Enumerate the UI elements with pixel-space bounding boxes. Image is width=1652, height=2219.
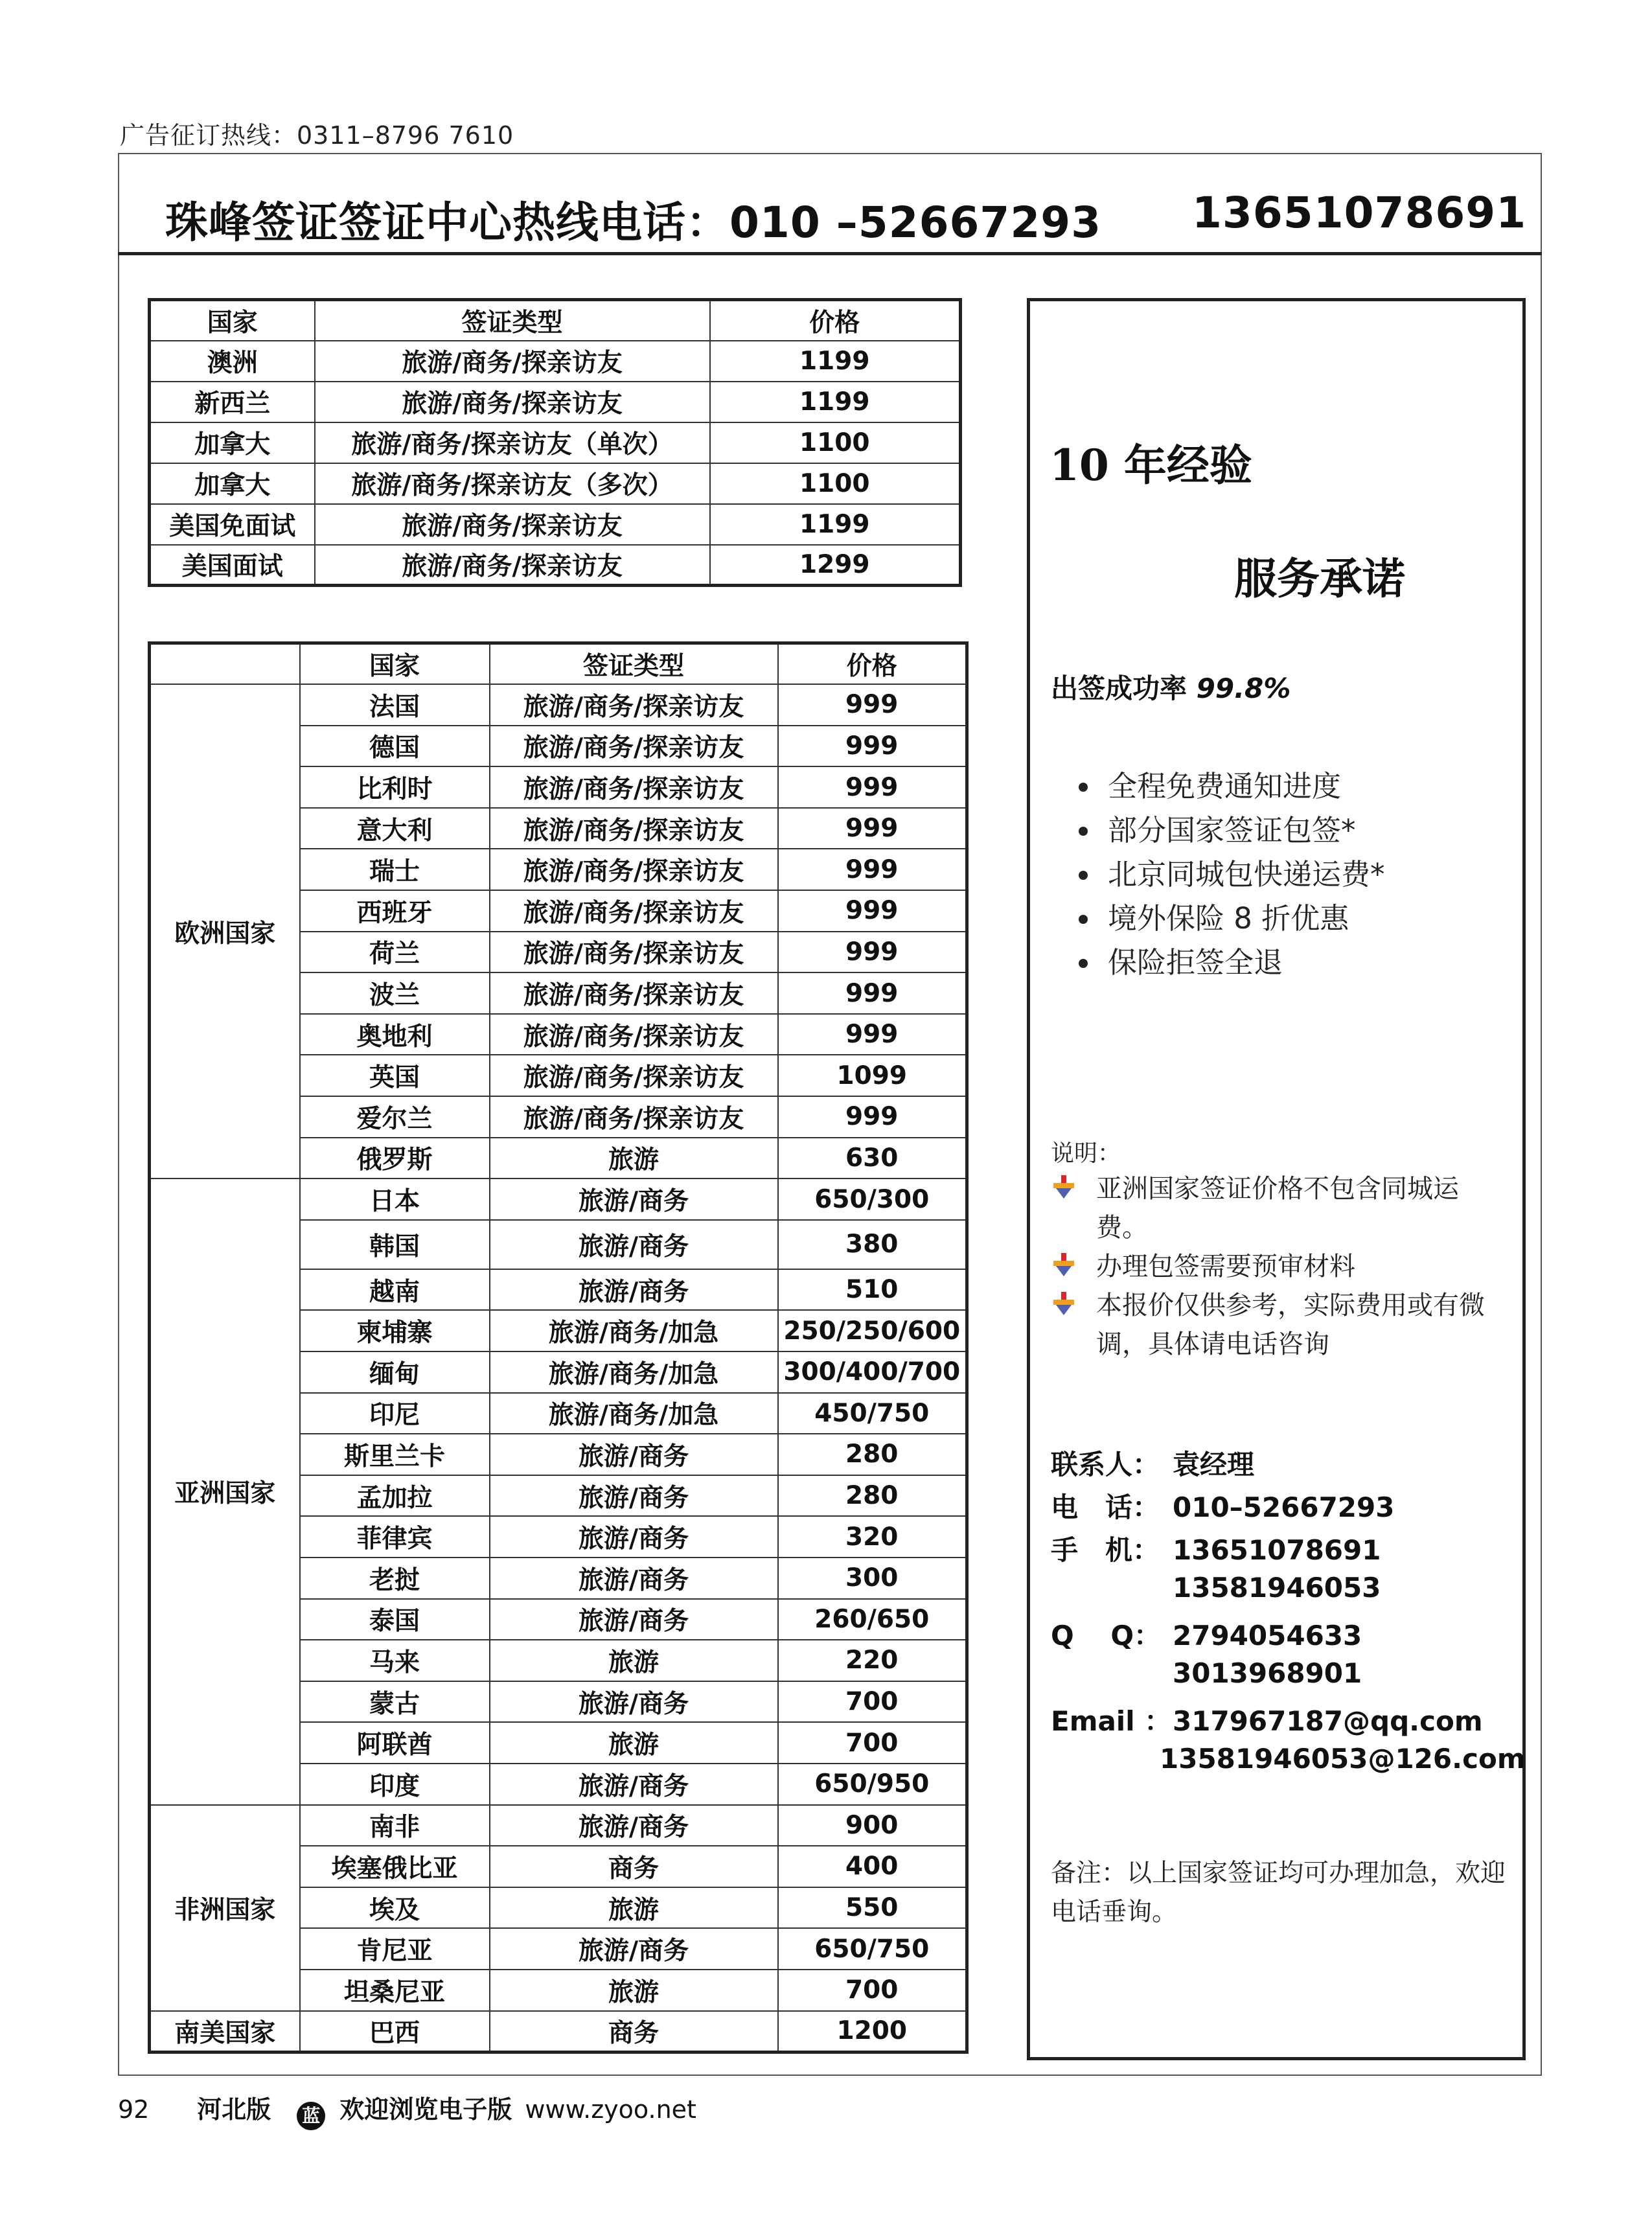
success-rate-label: 出签成功率 <box>1051 673 1187 704</box>
price-cell: 400 <box>778 1846 967 1887</box>
country-cell: 澳洲 <box>150 341 315 382</box>
table-row <box>150 422 961 463</box>
country-cell: 爱尔兰 <box>300 1096 490 1138</box>
table-row <box>150 545 961 586</box>
visa-type-cell: 旅游/商务 <box>490 1178 778 1220</box>
visa-type-cell: 旅游/商务/探亲访友 <box>490 808 778 849</box>
price-cell: 650/750 <box>778 1928 967 1970</box>
table-row <box>150 504 961 545</box>
visa-type-cell: 旅游/商务/探亲访友 <box>315 545 710 586</box>
contact-email-value-1: 317967187@qq.com <box>1173 1705 1483 1737</box>
note-item <box>1051 1286 1504 1364</box>
page-title: 珠峰签证签证中心热线电话：010 –52667293 <box>165 198 1102 247</box>
success-rate-value: 99.8% <box>1196 673 1291 704</box>
list-item: • 部分国家签证包签* <box>1101 809 1385 853</box>
country-cell: 印尼 <box>300 1393 490 1434</box>
success-rate <box>1051 667 1291 706</box>
price-cell: 999 <box>778 726 967 767</box>
price-cell: 650/300 <box>778 1178 967 1220</box>
country-cell: 孟加拉 <box>300 1475 490 1517</box>
contact-mobile-value-1: 13651078691 <box>1173 1534 1381 1566</box>
column-header: 价格 <box>710 300 961 341</box>
country-cell: 马来 <box>300 1640 490 1681</box>
welcome-text: 欢迎浏览电子版 <box>339 2095 512 2124</box>
visa-type-cell: 旅游/商务/加急 <box>490 1351 778 1393</box>
country-cell: 意大利 <box>300 808 490 849</box>
note-text: 本报价仅供参考，实际费用或有微调，具体请电话咨询 <box>1096 1291 1485 1359</box>
column-header: 签证类型 <box>315 300 710 341</box>
service-promise-heading: 服务承诺 <box>1234 553 1405 604</box>
country-cell: 斯里兰卡 <box>300 1434 490 1475</box>
price-cell: 1299 <box>710 545 961 586</box>
note-item <box>1051 1247 1504 1286</box>
visa-type-cell: 旅游/商务/探亲访友（多次） <box>315 463 710 504</box>
price-cell: 999 <box>778 849 967 890</box>
contact-phone-value: 010–52667293 <box>1173 1491 1395 1523</box>
price-cell: 1100 <box>710 422 961 463</box>
price-cell: 280 <box>778 1434 967 1475</box>
region-cell: 非洲国家 <box>150 1805 300 2011</box>
list-item: • 境外保险 8 折优惠 <box>1101 897 1385 941</box>
experience-heading: 10 年经验 <box>1050 440 1252 490</box>
price-cell: 380 <box>778 1220 967 1269</box>
visa-type-cell: 旅游/商务/探亲访友 <box>315 382 710 422</box>
contact-phone <box>1051 1486 1394 1525</box>
contact-qq-2 <box>1051 1657 1362 1689</box>
country-cell: 英国 <box>300 1055 490 1096</box>
table-row <box>150 2011 967 2052</box>
price-cell: 1199 <box>710 382 961 422</box>
region-cell: 亚洲国家 <box>150 1178 300 1804</box>
country-cell: 瑞士 <box>300 849 490 890</box>
price-cell: 700 <box>778 1681 967 1723</box>
price-cell: 280 <box>778 1475 967 1517</box>
page-footer <box>118 2089 696 2130</box>
price-cell: 300/400/700 <box>778 1351 967 1393</box>
region-cell: 南美国家 <box>150 2011 300 2052</box>
arrow-down-icon <box>1051 1291 1077 1316</box>
column-header: 价格 <box>778 643 967 685</box>
remark-text: 备注：以上国家签证均可办理加急，欢迎电话垂询。 <box>1051 1859 1506 1927</box>
country-cell: 韩国 <box>300 1220 490 1269</box>
price-cell: 250/250/600 <box>778 1310 967 1351</box>
table-row <box>150 463 961 504</box>
country-cell: 南非 <box>300 1805 490 1846</box>
note-text: 亚洲国家签证价格不包含同城运费。 <box>1096 1174 1459 1243</box>
price-cell: 1099 <box>778 1055 967 1096</box>
visa-type-cell: 旅游 <box>490 1970 778 2011</box>
arrow-down-icon <box>1051 1252 1077 1278</box>
visa-type-cell: 旅游/商务/探亲访友 <box>490 890 778 932</box>
country-cell: 缅甸 <box>300 1351 490 1393</box>
country-cell: 奥地利 <box>300 1014 490 1055</box>
visa-type-cell: 旅游/商务 <box>490 1681 778 1723</box>
region-header-cell <box>150 643 300 685</box>
price-cell: 1100 <box>710 463 961 504</box>
visa-type-cell: 旅游/商务 <box>490 1269 778 1311</box>
country-cell: 德国 <box>300 726 490 767</box>
visa-type-cell: 商务 <box>490 2011 778 2052</box>
visa-type-cell: 旅游/商务 <box>490 1220 778 1269</box>
price-cell: 999 <box>778 890 967 932</box>
column-header: 国家 <box>300 643 490 685</box>
visa-type-cell: 旅游/商务/加急 <box>490 1393 778 1434</box>
visa-type-cell: 旅游/商务 <box>490 1558 778 1599</box>
visa-type-cell: 旅游/商务 <box>490 1928 778 1970</box>
price-cell: 260/650 <box>778 1599 967 1640</box>
contact-phone-label: 电 话： <box>1051 1491 1160 1523</box>
country-cell: 西班牙 <box>300 890 490 932</box>
brand-logo-icon: 蓝 <box>297 2102 325 2130</box>
region-cell: 欧洲国家 <box>150 684 300 1178</box>
page-number: 92 <box>118 2095 150 2124</box>
contact-person <box>1051 1443 1254 1482</box>
price-cell: 999 <box>778 808 967 849</box>
price-table-regions <box>148 641 969 2054</box>
country-cell: 泰国 <box>300 1599 490 1640</box>
table-row <box>150 341 961 382</box>
price-cell: 650/950 <box>778 1764 967 1805</box>
price-cell: 1199 <box>710 504 961 545</box>
country-cell: 印度 <box>300 1764 490 1805</box>
visa-type-cell: 旅游/商务/加急 <box>490 1310 778 1351</box>
contact-email <box>1051 1700 1483 1739</box>
visa-type-cell: 商务 <box>490 1846 778 1887</box>
edition-label: 河北版 <box>197 2095 271 2124</box>
price-cell: 999 <box>778 972 967 1014</box>
country-cell: 加拿大 <box>150 463 315 504</box>
notes-title: 说明： <box>1051 1140 1121 1167</box>
visa-type-cell: 旅游/商务/探亲访友 <box>490 1096 778 1138</box>
contact-mobile <box>1051 1529 1381 1568</box>
column-header: 签证类型 <box>490 643 778 685</box>
visa-type-cell: 旅游 <box>490 1138 778 1179</box>
contact-email-label: Email ： <box>1051 1705 1172 1737</box>
visa-type-cell: 旅游/商务/探亲访友 <box>315 341 710 382</box>
list-item: • 全程免费通知进度 <box>1101 765 1385 809</box>
contact-qq <box>1051 1615 1362 1653</box>
column-header: 国家 <box>150 300 315 341</box>
contact-qq-value-2: 3013968901 <box>1173 1657 1362 1689</box>
price-cell: 999 <box>778 684 967 726</box>
visa-type-cell: 旅游/商务/探亲访友 <box>315 504 710 545</box>
price-cell: 220 <box>778 1640 967 1681</box>
price-cell: 1199 <box>710 341 961 382</box>
country-cell: 加拿大 <box>150 422 315 463</box>
contact-mobile-label: 手 机： <box>1051 1534 1160 1566</box>
contact-email-2 <box>1160 1743 1526 1775</box>
title-mobile-number: 13651078691 <box>1192 188 1527 238</box>
table-row <box>150 1178 967 1220</box>
country-cell: 法国 <box>300 684 490 726</box>
price-cell: 320 <box>778 1516 967 1558</box>
price-cell: 700 <box>778 1722 967 1764</box>
country-cell: 荷兰 <box>300 932 490 973</box>
price-cell: 900 <box>778 1805 967 1846</box>
visa-type-cell: 旅游/商务/探亲访友（单次） <box>315 422 710 463</box>
visa-type-cell: 旅游/商务 <box>490 1599 778 1640</box>
price-cell: 999 <box>778 932 967 973</box>
country-cell: 比利时 <box>300 766 490 808</box>
price-cell: 999 <box>778 766 967 808</box>
visa-type-cell: 旅游/商务 <box>490 1764 778 1805</box>
visa-type-cell: 旅游 <box>490 1887 778 1929</box>
ad-hotline: 广告征订热线：0311–8796 7610 <box>120 121 514 150</box>
note-text: 办理包签需要预审材料 <box>1096 1252 1355 1282</box>
country-cell: 柬埔寨 <box>300 1310 490 1351</box>
country-cell: 新西兰 <box>150 382 315 422</box>
list-item: • 保险拒签全退 <box>1101 941 1385 985</box>
country-cell: 埃塞俄比亚 <box>300 1846 490 1887</box>
visa-type-cell: 旅游/商务/探亲访友 <box>490 1055 778 1096</box>
country-cell: 阿联酋 <box>300 1722 490 1764</box>
visa-type-cell: 旅游/商务/探亲访友 <box>490 726 778 767</box>
price-cell: 999 <box>778 1096 967 1138</box>
visa-type-cell: 旅游/商务 <box>490 1805 778 1846</box>
table-row <box>150 1805 967 1846</box>
price-cell: 510 <box>778 1269 967 1311</box>
country-cell: 老挝 <box>300 1558 490 1599</box>
visa-type-cell: 旅游/商务/探亲访友 <box>490 932 778 973</box>
visa-type-cell: 旅游/商务 <box>490 1475 778 1517</box>
price-table-main <box>148 298 962 587</box>
price-cell: 999 <box>778 1014 967 1055</box>
price-cell: 550 <box>778 1887 967 1929</box>
website-link[interactable]: www.zyoo.net <box>525 2095 696 2124</box>
contact-person-name: 袁经理 <box>1173 1449 1255 1480</box>
contact-mobile-value-2: 13581946053 <box>1173 1572 1381 1604</box>
country-cell: 美国免面试 <box>150 504 315 545</box>
country-cell: 俄罗斯 <box>300 1138 490 1179</box>
country-cell: 菲律宾 <box>300 1516 490 1558</box>
price-cell: 630 <box>778 1138 967 1179</box>
country-cell: 肯尼亚 <box>300 1928 490 1970</box>
price-cell: 1200 <box>778 2011 967 2052</box>
note-item <box>1051 1169 1504 1247</box>
price-cell: 300 <box>778 1558 967 1599</box>
contact-qq-value-1: 2794054633 <box>1173 1620 1362 1651</box>
country-cell: 巴西 <box>300 2011 490 2052</box>
visa-type-cell: 旅游/商务/探亲访友 <box>490 849 778 890</box>
contact-person-label: 联系人： <box>1051 1449 1160 1480</box>
visa-type-cell: 旅游/商务 <box>490 1516 778 1558</box>
table-header-row <box>150 643 967 685</box>
country-cell: 蒙古 <box>300 1681 490 1723</box>
price-cell: 700 <box>778 1970 967 2011</box>
visa-type-cell: 旅游/商务/探亲访友 <box>490 972 778 1014</box>
contact-mobile-2 <box>1051 1572 1381 1604</box>
country-cell: 日本 <box>300 1178 490 1220</box>
list-item: • 北京同城包快递运费* <box>1101 853 1385 897</box>
price-cell: 450/750 <box>778 1393 967 1434</box>
contact-qq-label: Q Q： <box>1051 1620 1162 1651</box>
visa-type-cell: 旅游/商务/探亲访友 <box>490 1014 778 1055</box>
country-cell: 埃及 <box>300 1887 490 1929</box>
arrow-down-icon <box>1051 1174 1077 1200</box>
contact-email-value-2: 13581946053@126.com <box>1160 1743 1526 1775</box>
visa-type-cell: 旅游 <box>490 1722 778 1764</box>
country-cell: 美国面试 <box>150 545 315 586</box>
benefit-list <box>1062 765 1385 985</box>
country-cell: 越南 <box>300 1269 490 1311</box>
visa-type-cell: 旅游/商务/探亲访友 <box>490 766 778 808</box>
country-cell: 波兰 <box>300 972 490 1014</box>
table-row <box>150 684 967 726</box>
visa-type-cell: 旅游/商务/探亲访友 <box>490 684 778 726</box>
visa-type-cell: 旅游/商务 <box>490 1434 778 1475</box>
visa-type-cell: 旅游 <box>490 1640 778 1681</box>
table-row <box>150 382 961 422</box>
country-cell: 坦桑尼亚 <box>300 1970 490 2011</box>
table-header-row <box>150 300 961 341</box>
